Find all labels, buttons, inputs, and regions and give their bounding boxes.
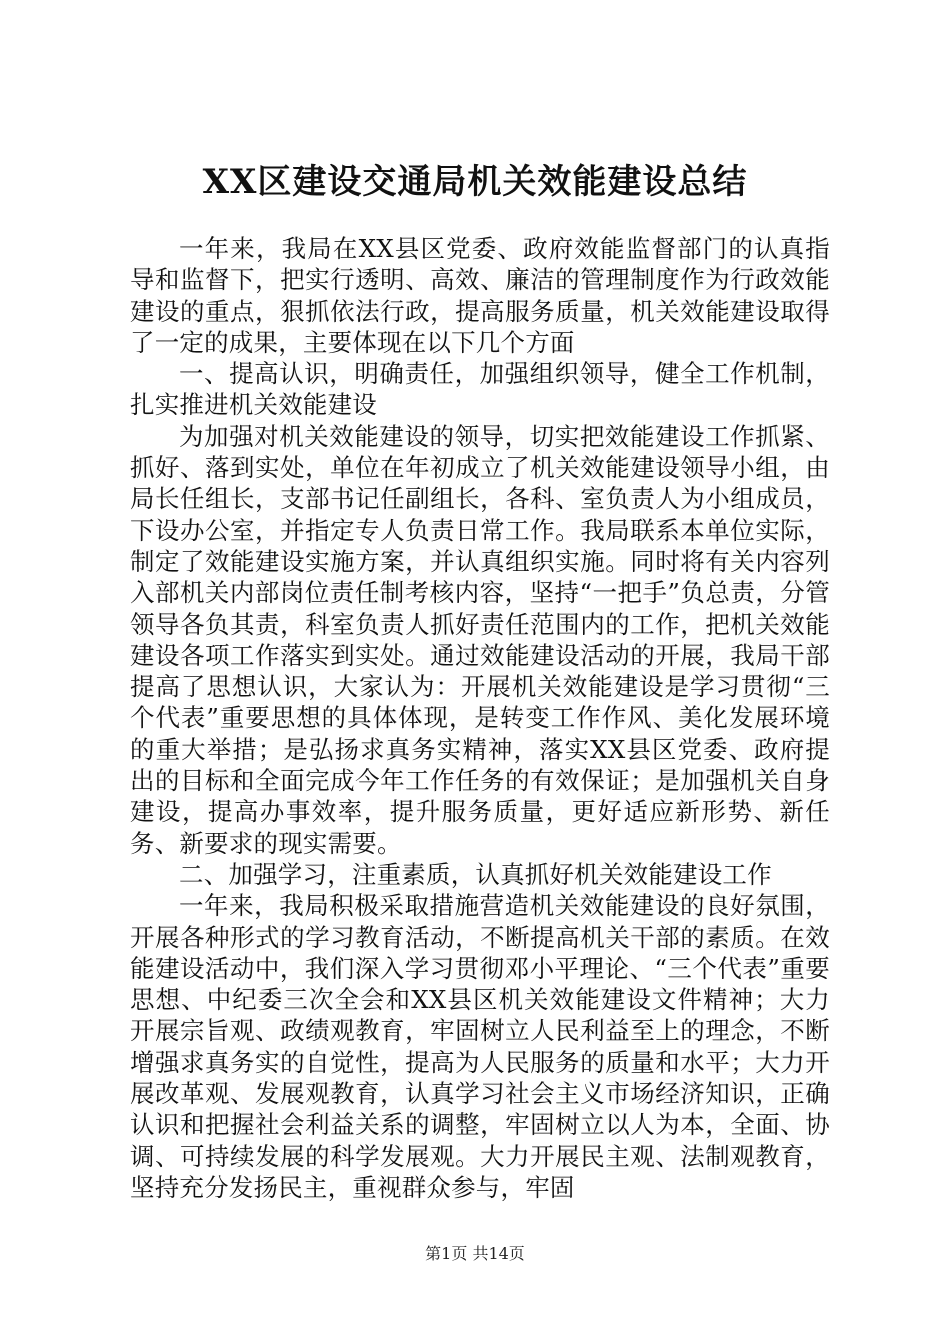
paragraph-section-2: 一年来，我局积极采取措施营造机关效能建设的良好氛围，开展各种形式的学习教育活动，不断提高机关干部的素质。在效能建设活动中，我们深入学习贯彻邓小平理论、“三个代表”重要思想、中纪委三次全会和XX县区机关效能建设文件精神；大力开展宗旨观、政绩观教育，牢固树立人民利益至上的理念，不断增强求真务实的自觉性，提高为人民服务的质量和水平；大力开展改革观、发展观教育，认真学习社会主义市场经济知识，正确认识和把握社会利益关系的调整，牢固树立以人为本，全面、协调、可持续发展的科学发展观。大力开展民主观、法制观教育，坚持充分发扬民主，重视群众参与，牢固 <box>130 891 830 1202</box>
paragraph-section-1: 为加强对机关效能建设的领导，切实把效能建设工作抓紧、抓好、落到实处，单位在年初成立了机关效能建设领导小组，由局长任组长，支部书记任副组长，各科、室负责人为小组成员，下设办公室，并指定专人负责日常工作。我局联系本单位实际，制定了效能建设实施方案，并认真组织实施。同时将有关内容列入部机关内部岗位责任制考核内容，坚持“一把手”负总责，分管领导各负其责，科室负责人抓好责任范围内的工作，把机关效能建设各项工作落实到实处。通过效能建设活动的开展，我局干部提高了思想认识，大家认为：开展机关效能建设是学习贯彻“三个代表”重要思想的具体体现，是转变工作作风、美化发展环境的重大举措；是弘扬求真务实精神，落实XX县区党委、政府提出的目标和全面完成今年工作任务的有效保证；是加强机关自身建设，提高办事效率，提升服务质量，更好适应新形势、新任务、新要求的现实需要。 <box>130 421 830 858</box>
section-heading-2: 二、加强学习，注重素质，认真抓好机关效能建设工作 <box>179 859 772 889</box>
document-title: XX区建设交通局机关效能建设总结 <box>202 162 748 202</box>
paragraph-intro: 一年来，我局在XX县区党委、政府效能监督部门的认真指导和监督下，把实行透明、高效、廉洁的管理制度作为行政效能建设的重点，狠抓依法行政，提高服务质量，机关效能建设取得了一定的成果，主要体现在以下几个方面 <box>130 234 830 357</box>
page-number-footer: 第1页 共14页 <box>425 1244 525 1263</box>
section-heading-1: 一、提高认识，明确责任，加强组织领导，健全工作机制，扎实推进机关效能建设 <box>130 359 830 420</box>
document-body <box>130 233 830 1203</box>
